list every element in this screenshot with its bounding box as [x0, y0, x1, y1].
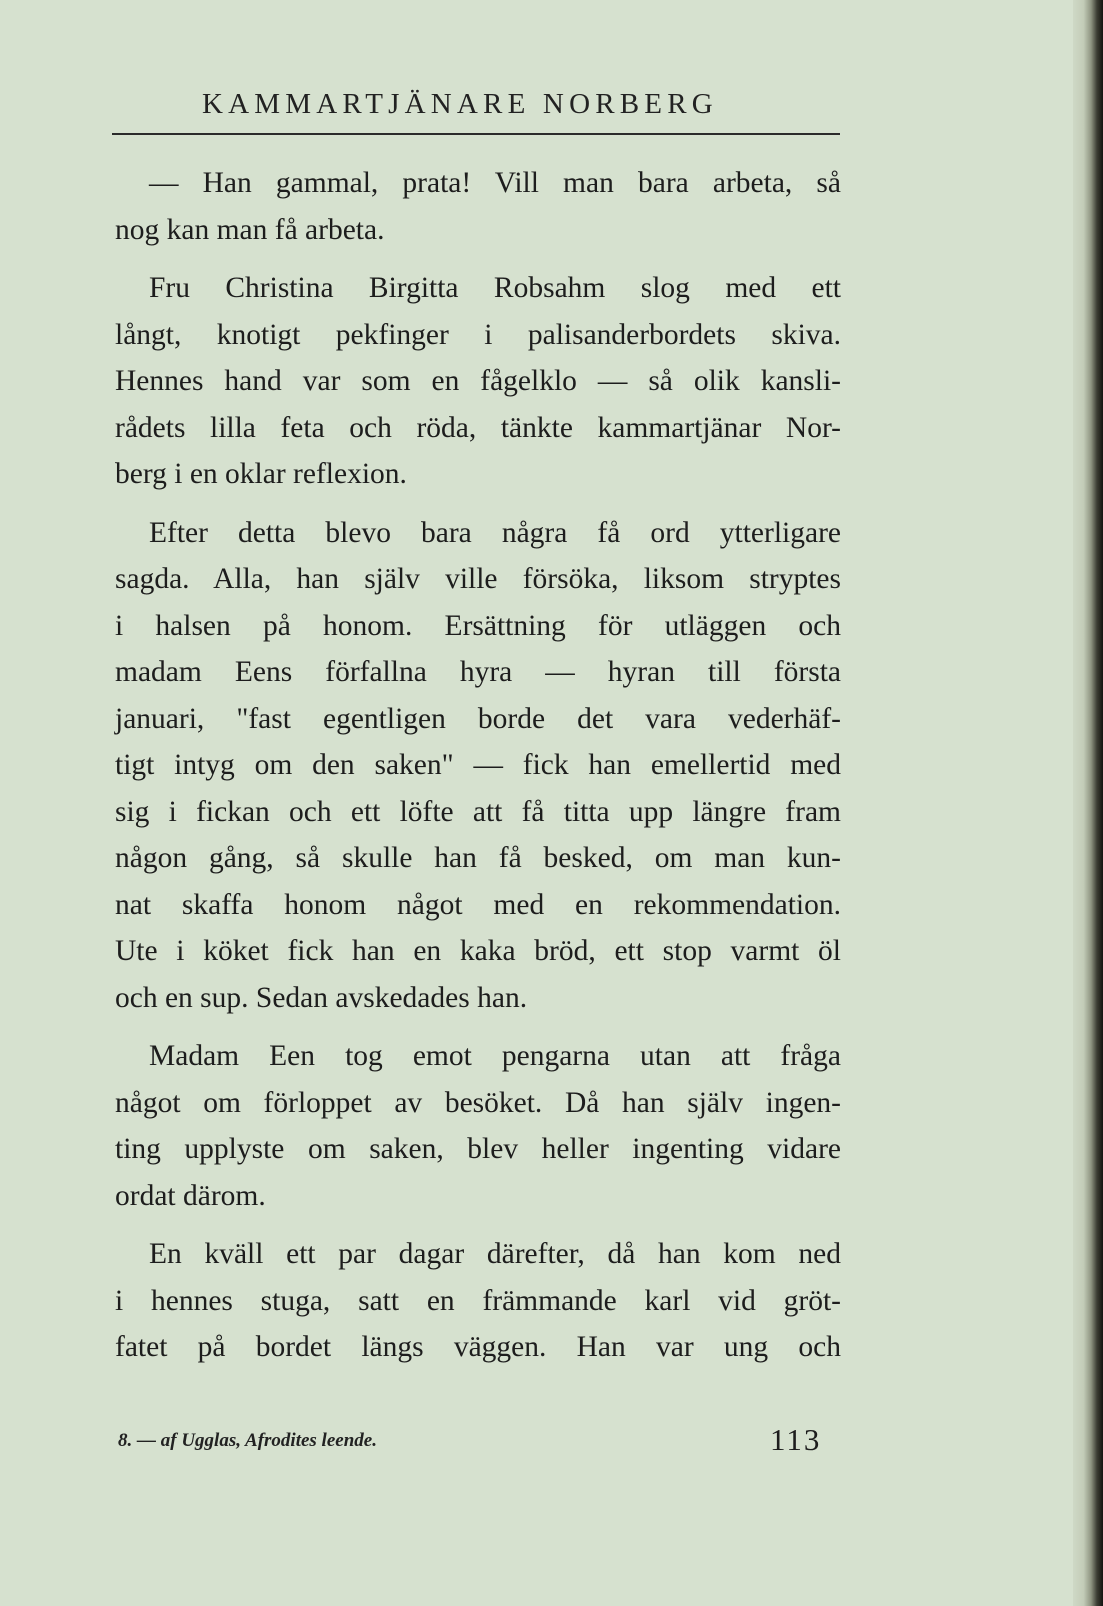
- text-line: Madam Een tog emot pengarna utan att fråga: [149, 1040, 841, 1072]
- text-line: i hennes stuga, satt en främmande karl vid gröt-: [115, 1284, 841, 1317]
- text-line: Ute i köket fick han en kaka bröd, ett stop varmt öl: [115, 935, 841, 967]
- page-edge-shadow: [1073, 0, 1103, 1606]
- text-line: någon gång, så skulle han få besked, om man kun-: [115, 842, 841, 874]
- text-line: januari, "fast egentligen borde det vara vederhäf-: [115, 702, 841, 735]
- text-line: nat skaffa honom något med en rekommendation.: [115, 888, 841, 921]
- text-line: Hennes hand var som en fågelklo — så olik kansli-: [115, 365, 841, 397]
- text-line: sagda. Alla, han själv ville försöka, liksom stryptes: [115, 563, 841, 595]
- paragraph: [115, 160, 841, 253]
- text-line: ordat därom.: [115, 1179, 266, 1212]
- text-line: berg i en oklar reflexion.: [115, 458, 407, 490]
- printer-signature: 8. — af Ugglas, Afrodites leende.: [118, 1430, 377, 1451]
- running-head: KAMMARTJÄNARE NORBERG: [202, 88, 718, 120]
- text-line: och en sup. Sedan avskedades han.: [115, 981, 528, 1014]
- paragraph: [115, 265, 841, 498]
- text-line: Efter detta blevo bara några få ord ytterligare: [149, 516, 841, 549]
- paragraph: [115, 510, 841, 1022]
- page-number: 113: [770, 1422, 822, 1457]
- text-line: långt, knotigt pekfinger i palisanderbordets skiva.: [115, 318, 841, 351]
- text-line: nog kan man få arbeta.: [115, 213, 385, 246]
- text-line: tigt intyg om den saken" — fick han emellertid med: [115, 749, 841, 781]
- text-line: rådets lilla feta och röda, tänkte kammartjänar Nor-: [115, 411, 841, 444]
- text-line: madam Eens förfallna hyra — hyran till första: [115, 656, 841, 688]
- text-line: — Han gammal, prata! Vill man bara arbeta, så: [149, 167, 841, 199]
- paragraph: [115, 1231, 841, 1371]
- text-line: ting upplyste om saken, blev heller ingenting vidare: [115, 1133, 841, 1165]
- text-line: Fru Christina Birgitta Robsahm slog med ett: [149, 272, 841, 304]
- header-rule: [112, 133, 840, 135]
- text-line: En kväll ett par dagar därefter, då han kom ned: [149, 1238, 841, 1270]
- text-line: något om förloppet av besöket. Då han själv ingen-: [115, 1086, 841, 1119]
- text-line: fatet på bordet längs väggen. Han var ung och: [115, 1331, 841, 1363]
- text-line: i halsen på honom. Ersättning för utläggen och: [115, 609, 841, 642]
- text-line: sig i fickan och ett löfte att få titta upp längre fram: [115, 795, 841, 828]
- body-text: [115, 160, 841, 1383]
- paragraph: [115, 1033, 841, 1219]
